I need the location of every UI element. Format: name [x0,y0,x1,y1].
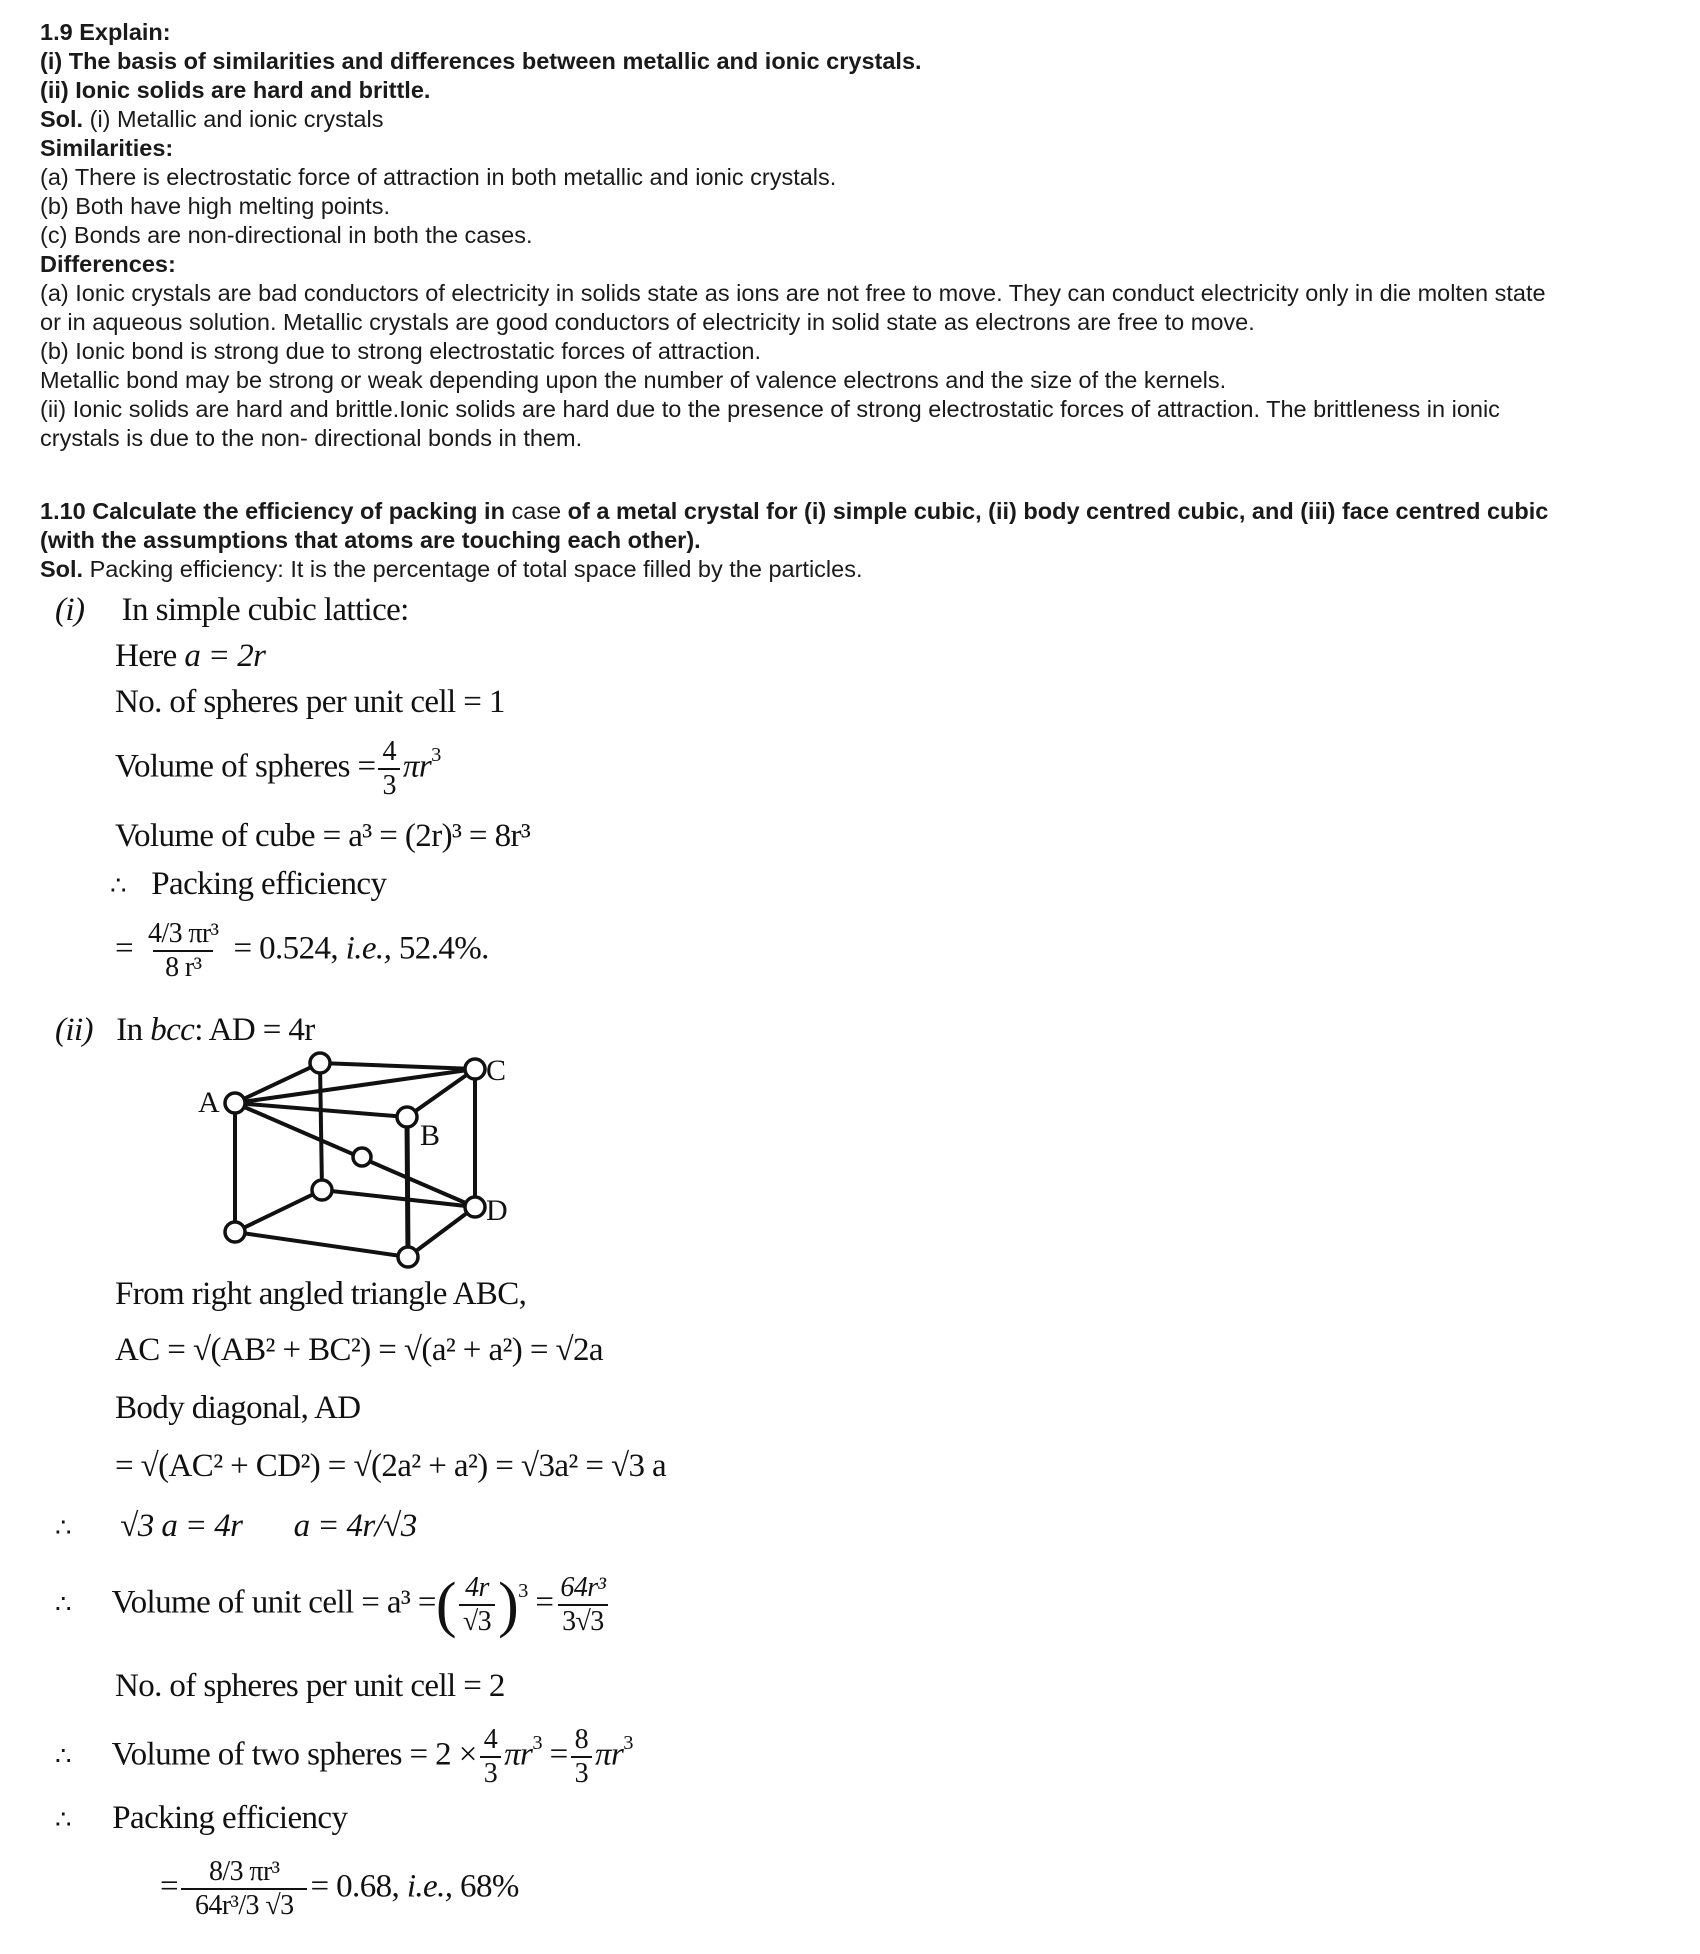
right-paren: ) [498,1571,519,1639]
similarity-item: (b) Both have high melting points. [40,193,391,219]
ad-equation: = √(AC² + CD²) = √(2a² + a²) = √3a² = √3 a [115,1448,667,1484]
difference-line: (b) Ionic bond is strong due to strong electrostatic forces of attraction. [40,338,762,364]
atom-a [225,1093,245,1113]
denominator: 8 r³ [153,950,213,982]
numerator: 4r [465,1572,489,1603]
here-equation: a = 2r [184,638,266,674]
left-paren: ( [435,1571,456,1639]
equation-2: a = 4r/√3 [293,1508,417,1544]
result-fraction [556,1574,609,1636]
packing-efficiency-label [55,1800,347,1837]
simple-cubic-heading [55,592,409,629]
fraction [136,920,230,982]
bcc-unit-cell-diagram [180,1040,540,1270]
part-label: (ii) [55,1012,93,1048]
volume-of-unit-cell [55,1571,612,1639]
label-a: A [198,1086,220,1119]
atom-body-centre [353,1148,371,1166]
numerator: 4 [483,1724,498,1755]
heading-bcc: bcc [150,1012,195,1048]
atom [398,1247,418,1267]
question-part-ii: (ii) Ionic solids are hard and brittle. [40,77,431,103]
exponent: 3 [532,1732,542,1755]
label: Packing efficiency [112,1800,348,1836]
therefore-icon: ∴ [55,1805,71,1834]
spheres-per-cell: No. of spheres per unit cell = 1 [115,684,505,720]
title-part: 1.10 Calculate the efficiency of packing in [40,498,505,524]
heading-in: In [116,1012,143,1048]
solution-intro [40,105,1660,134]
similarities-heading: Similarities: [40,135,174,161]
difference-line: crystals is due to the non- directional bonds in them. [40,425,583,451]
denominator: 3√3 [558,1604,608,1636]
a-relation [55,1508,417,1545]
spheres-per-cell: No. of spheres per unit cell = 2 [115,1668,505,1704]
therefore-icon: ∴ [110,871,126,900]
atom-c [465,1059,485,1079]
pi-r: πr [595,1736,624,1773]
result: = 0.68, [310,1868,400,1905]
therefore-icon: ∴ [55,1513,71,1542]
fraction [181,1858,307,1920]
denominator: 3 [378,768,399,800]
atom [225,1222,245,1242]
ie: i.e., [345,930,392,967]
label-c: C [486,1054,507,1087]
edge [320,1063,322,1190]
fraction [459,1574,495,1636]
ac-equation: AC = √(AB² + BC²) = √(a² + a²) = √2a [115,1332,603,1368]
atom-d [465,1197,485,1217]
atom [312,1180,332,1200]
pi-r: πr [504,1736,533,1773]
numerator: 8/3 πr³ [209,1856,280,1887]
label: Packing efficiency [151,866,387,902]
similarity-item: (c) Bonds are non-directional in both the cases. [40,222,533,248]
edge [408,1207,475,1257]
title-part: of a metal crystal for (i) simple cubic, (ii) body centred cubic, and (iii) face centred cubic [567,498,1549,524]
therefore-icon: ∴ [55,1741,71,1771]
question-title [40,497,1660,526]
fraction [480,1726,501,1788]
question-title: 1.9 Explain: [40,19,171,45]
label: Volume of unit cell = a³ = [111,1584,436,1621]
denominator: √3 [459,1604,495,1636]
difference-line: (ii) Ionic solids are hard and brittle.Ionic solids are hard due to the presence of strong electrostatic forces of attraction. The brittleness in ionic [40,396,1500,422]
therefore-icon: ∴ [55,1589,71,1619]
percent: 68% [460,1868,519,1905]
exponent: 3 [431,744,441,767]
difference-line: or in aqueous solution. Metallic crystals are good conductors of electricity in solid state as electrons are free to move. [40,309,1255,335]
denominator: 3 [571,1756,592,1788]
sol-intro-text: (i) Metallic and ionic crystals [83,106,384,132]
numerator: 4/3 πr³ [148,918,219,949]
question-part-i: (i) The basis of similarities and differences between metallic and ionic crystals. [40,48,922,74]
heading-eq: : AD = 4r [194,1012,315,1048]
edge [235,1190,322,1232]
atom-b [397,1107,417,1127]
edge [235,1232,408,1257]
body-diagonal-label: Body diagonal, AD [115,1390,361,1426]
edge [320,1063,475,1069]
similarity-item: (a) There is electrostatic force of attraction in both metallic and ionic crystals. [40,164,837,190]
title-part: case [504,498,568,524]
fraction [378,738,399,800]
difference-line: (a) Ionic crystals are bad conductors of electricity in solids state as ions are not free to move. They can conduct electricity only in die molten state [40,280,1546,306]
edge [407,1117,408,1257]
equals-sign: = [115,930,134,967]
difference-line: Metallic bond may be strong or weak depending upon the number of valence electrons and the size of the kernels. [40,367,1227,393]
triangle-statement: From right angled triangle ABC, [115,1276,527,1312]
heading-text: In simple cubic lattice: [121,592,409,628]
volume-of-cube: Volume of cube = a³ = (2r)³ = 8r³ [115,818,531,854]
differences-heading: Differences: [40,251,176,277]
question-1-10 [40,497,1660,584]
exponent: 3 [623,1732,633,1755]
packing-efficiency-equation [160,1858,519,1920]
exponent: 3 [518,1580,528,1603]
numerator: 64r³ [560,1572,606,1603]
question-1-9 [40,18,1660,453]
volume-of-two-spheres [55,1726,633,1788]
equation-1: √3 a = 4r [120,1508,243,1544]
pi-r: πr [402,748,432,785]
result-fraction [571,1726,592,1788]
sol-text: Packing efficiency: It is the percentage of total space filled by the particles. [83,556,863,582]
label: Volume of spheres = [115,748,376,785]
result: = 0.524, [233,930,339,967]
part-label: (i) [55,592,85,628]
packing-efficiency-equation [115,920,489,982]
equals-sign: = [535,1584,554,1621]
sol-label: Sol. [40,106,84,132]
here-label: Here [115,638,177,674]
percent: 52.4%. [398,930,489,967]
atom [310,1053,330,1073]
question-title-line-2: (with the assumptions that atoms are touching each other). [40,527,701,553]
label-b: B [420,1119,441,1152]
numerator: 8 [574,1724,589,1755]
solution-intro [40,555,1660,584]
ie: i.e., [406,1868,453,1905]
label: Volume of two spheres = 2 × [111,1736,477,1773]
equals-sign: = [549,1736,568,1773]
here-line [115,638,265,675]
label-d: D [486,1194,508,1227]
equals-sign: = [160,1868,179,1905]
volume-of-spheres [115,738,441,800]
numerator: 4 [382,736,396,767]
sol-label: Sol. [40,556,84,582]
denominator: 3 [480,1756,501,1788]
denominator: 64r³/3 √3 [181,1888,307,1920]
packing-efficiency-label [110,866,386,903]
